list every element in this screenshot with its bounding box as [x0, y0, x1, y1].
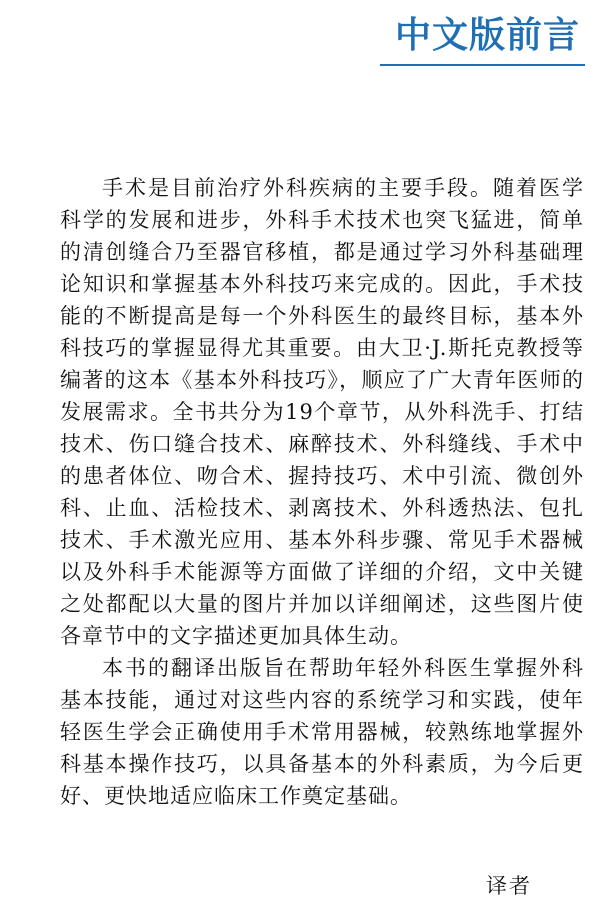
paragraph-1: 手术是目前治疗外科疾病的主要手段。随着医学科学的发展和进步，外科手术技术也突飞猛进，简单的清创缝合乃至器官移植，都是通过学习外科基础理论知识和掌握基本外科技巧来完成的。因此，手术技能的不断提高是每一个外科医生的最终目标，基本外科技巧的掌握显得尤其重要。由大卫·J.斯托克教授等编著的这本《基本外科技巧》，顺应了广大青年医师的发展需求。全书共分为19个章节，从外科洗手、打结技术、伤口缝合技术、麻醉技术、外科缝线、手术中的患者体位、吻合术、握持技巧、术中引流、微创外科、止血、活检技术、剥离技术、外科透热法、包扎技术、手术激光应用、基本外科步骤、常见手术器械以及外科手术能源等方面做了详细的介绍，文中关键之处都配以大量的图片并加以详细阐述，这些图片使各章节中的文字描述更加具体生动。: [60, 176, 584, 648]
paragraph-2: 本书的翻译出版旨在帮助年轻外科医生掌握外科基本技能，通过对这些内容的系统学习和实践，使年轻医生学会正确使用手术常用器械，较熟练地掌握外科基本操作技巧，以具备基本的外科素质，为今后更好、更快地适应临床工作奠定基础。: [60, 656, 584, 808]
title-underline: [380, 64, 585, 66]
page-title: 中文版前言: [394, 15, 580, 56]
preface-body: [60, 172, 584, 812]
translator-signature: 译者: [486, 874, 532, 898]
